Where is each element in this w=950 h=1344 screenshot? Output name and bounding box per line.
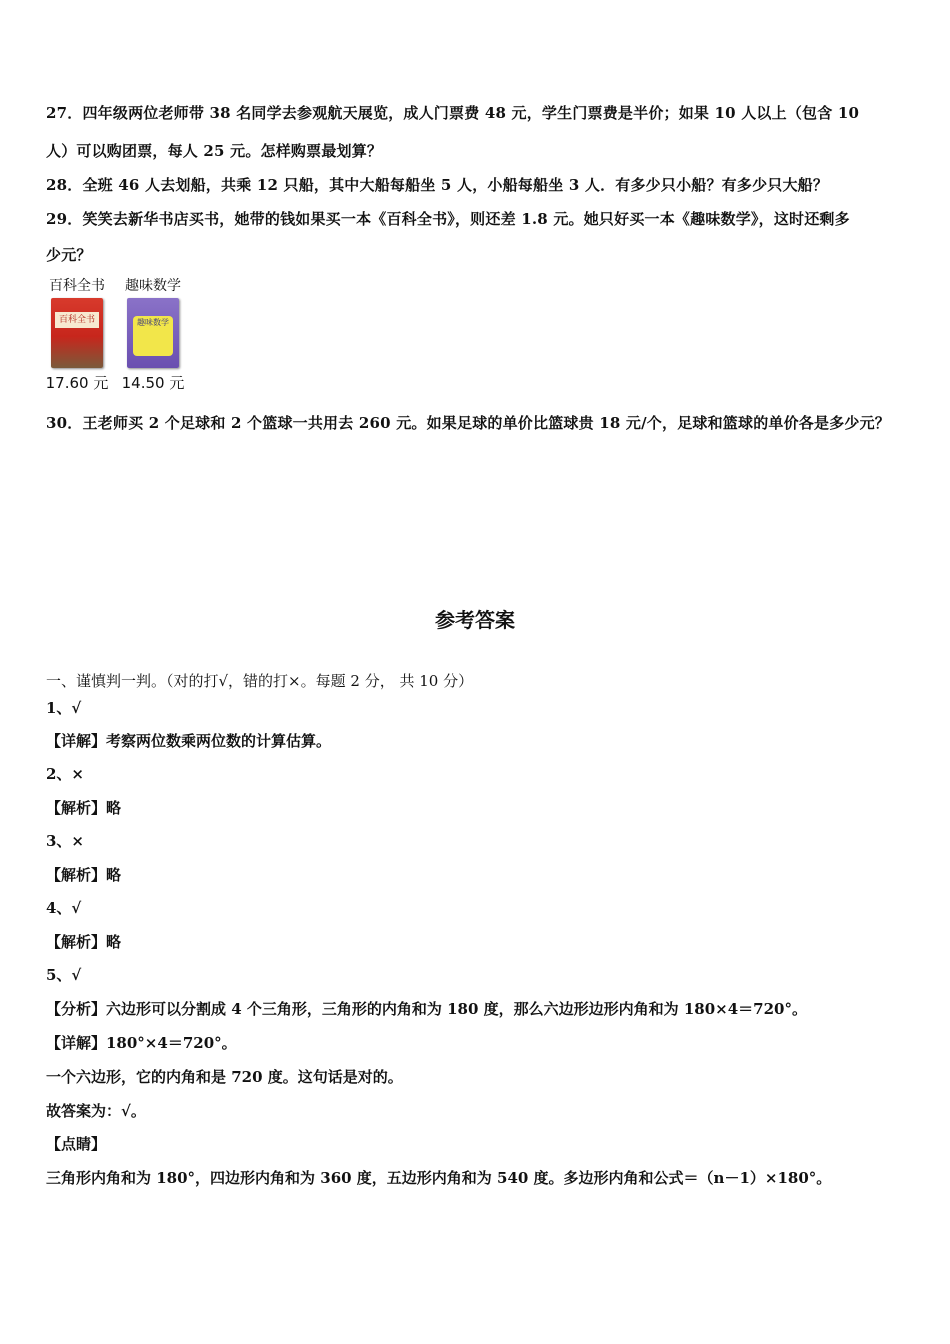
cover-label: 趣味数学 <box>133 316 173 356</box>
question-29-line-1: 29．笑笑去新华书店买书，她带的钱如果买一本《百科全书》，则还差 1.8 元。她只好买一本《趣味数学》，这时还剩多 <box>46 210 850 228</box>
answer-line: 【解析】略 <box>46 799 122 817</box>
answer-line: 2、× <box>46 765 85 783</box>
question-29-line-2: 少元？ <box>46 246 92 264</box>
answer-line: 5、√ <box>46 966 82 984</box>
book-title: 百科全书 <box>49 278 105 294</box>
answer-line: 故答案为：√。 <box>46 1102 146 1120</box>
answer-title: 参考答案 <box>435 608 515 632</box>
answer-line: 1、√ <box>46 699 82 717</box>
answer-section-heading: 一、谨慎判一判。（对的打√，错的打×。每题 2 分， 共 10 分） <box>46 672 474 690</box>
question-27-line-2: 人）可以购团票，每人 25 元。怎样购票最划算？ <box>46 142 383 160</box>
question-28: 28．全班 46 人去划船，共乘 12 只船，其中大船每船坐 5 人，小船每船坐 3 人．有多少只小船？有多少只大船？ <box>46 176 829 194</box>
answer-line: 【解析】略 <box>46 866 122 884</box>
answer-line: 【解析】略 <box>46 933 122 951</box>
answer-line: 一个六边形，它的内角和是 720 度。这句话是对的。 <box>46 1068 403 1086</box>
book-price: 17.60 元 <box>45 374 109 392</box>
book-cover-icon <box>51 298 103 368</box>
book-cover-icon <box>127 298 179 368</box>
book-illustration <box>44 276 194 396</box>
question-30: 30．王老师买 2 个足球和 2 个篮球一共用去 260 元。如果足球的单价比篮球贵 18 元/个，足球和篮球的单价各是多少元？ <box>46 414 890 432</box>
answer-line: 4、√ <box>46 899 82 917</box>
question-27-line-1: 27．四年级两位老师带 38 名同学去参观航天展览，成人门票费 48 元，学生门票费是半价；如果 10 人以上（包含 10 <box>46 104 860 122</box>
book-price: 14.50 元 <box>121 374 185 392</box>
answer-line: 【分析】六边形可以分割成 4 个三角形，三角形的内角和为 180 度，那么六边形边形内角和为 180×4＝720°。 <box>46 1000 807 1018</box>
answer-line: 3、× <box>46 832 85 850</box>
answer-line: 【详解】考察两位数乘两位数的计算估算。 <box>46 732 332 750</box>
answer-line: 【详解】180°×4＝720°。 <box>46 1034 237 1052</box>
cover-label: 百科全书 <box>55 312 99 328</box>
book-title: 趣味数学 <box>125 278 181 294</box>
book-encyclopedia <box>44 276 110 393</box>
answer-line: 三角形内角和为 180°，四边形内角和为 360 度，五边形内角和为 540 度。多边形内角和公式＝（n－1）×180°。 <box>46 1169 832 1187</box>
answer-line: 【点睛】 <box>46 1135 107 1153</box>
book-fun-math <box>120 276 186 393</box>
